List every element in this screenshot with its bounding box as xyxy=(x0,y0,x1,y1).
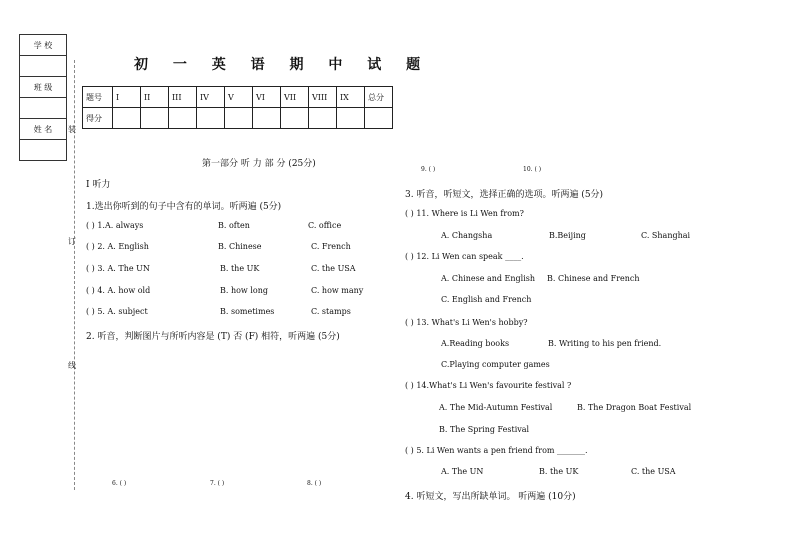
q3-option: C. English and French xyxy=(441,295,532,304)
score-col: VII xyxy=(281,87,309,108)
q2-instruction: 2. 听音，判断图片与所听内容是 (T) 否 (F) 相符，听两遍 (5分) xyxy=(86,332,340,342)
q3-stem-12: ( ) 12. Li Wen can speak ____. xyxy=(405,252,524,261)
score-col: VIII xyxy=(309,87,337,108)
q1-option-c: C. how many xyxy=(311,286,364,295)
q3-option: A. The Mid-Autumn Festival xyxy=(439,403,553,412)
binding-char-xian: 线 xyxy=(68,361,76,370)
q1-option-c: C. French xyxy=(311,242,351,251)
q1-option-b: B. often xyxy=(218,221,250,230)
score-cell[interactable] xyxy=(253,108,281,129)
q3-option: B.Beijing xyxy=(549,231,586,240)
q3-instruction: 3. 听音，听短文，选择正确的选项。听两遍 (5分) xyxy=(405,190,604,200)
score-header-row xyxy=(83,87,393,108)
score-cell[interactable] xyxy=(141,108,169,129)
q3-option: A. Changsha xyxy=(441,231,493,240)
q3-stem-15: ( ) 5. Li Wen wants a pen friend from _______. xyxy=(405,446,588,455)
name-label: 姓 名 xyxy=(20,119,67,140)
q3-stem-11: ( ) 11. Where is Li Wen from? xyxy=(405,209,524,218)
score-cell[interactable] xyxy=(197,108,225,129)
q1-option-c: C. the USA xyxy=(311,264,356,273)
q3-stem-14: ( ) 14.What's Li Wen's favourite festival ? xyxy=(405,381,572,390)
q1-item-stem: ( ) 2. A. English xyxy=(86,242,149,251)
score-row-label: 得分 xyxy=(83,108,113,129)
score-col: VI xyxy=(253,87,281,108)
student-info-box xyxy=(19,34,67,161)
score-col: I xyxy=(113,87,141,108)
score-col-total: 总分 xyxy=(365,87,393,108)
score-col: IV xyxy=(197,87,225,108)
q1-instruction: 1.选出你听到的句子中含有的单词。听两遍 (5分) xyxy=(86,202,282,212)
score-col: V xyxy=(225,87,253,108)
score-cell[interactable] xyxy=(281,108,309,129)
q1-item-stem: ( ) 3. A. The UN xyxy=(86,264,150,273)
q3-stem-13: ( ) 13. What's Li Wen's hobby? xyxy=(405,318,528,327)
picture-label-10: 10. ( ) xyxy=(523,166,542,173)
part1-heading: 第一部分 听 力 部 分 (25分) xyxy=(202,159,316,169)
q3-option: C. Shanghai xyxy=(641,231,691,240)
binding-char-zhuang: 装 xyxy=(68,125,76,134)
picture-label-8: 8. ( ) xyxy=(307,480,322,487)
school-label: 学 校 xyxy=(20,35,67,56)
q1-item-stem: ( ) 4. A. how old xyxy=(86,286,151,295)
page-title: 初 一 英 语 期 中 试 题 xyxy=(134,57,431,73)
score-cell[interactable] xyxy=(169,108,197,129)
score-cell-total[interactable] xyxy=(365,108,393,129)
q3-option: C.Playing computer games xyxy=(441,360,550,369)
q3-option: C. the USA xyxy=(631,467,676,476)
picture-label-9: 9. ( ) xyxy=(421,166,436,173)
q3-option: B. the UK xyxy=(539,467,579,476)
picture-label-7: 7. ( ) xyxy=(210,480,225,487)
q3-option: A. Chinese and English xyxy=(441,274,536,283)
score-cell[interactable] xyxy=(337,108,365,129)
q3-option: B. Chinese and French xyxy=(547,274,640,283)
q3-option: B. The Dragon Boat Festival xyxy=(577,403,692,412)
q1-item-stem: ( ) 5. A. subject xyxy=(86,307,148,316)
score-col: II xyxy=(141,87,169,108)
score-row-label: 题号 xyxy=(83,87,113,108)
binding-char-ding: 订 xyxy=(68,237,76,246)
q4-instruction: 4. 听短文，写出所缺单词。 听两遍 (10分) xyxy=(405,492,576,502)
score-table xyxy=(82,86,393,129)
score-cell[interactable] xyxy=(309,108,337,129)
score-col: III xyxy=(169,87,197,108)
q3-option: A.Reading books xyxy=(441,339,510,348)
score-cell[interactable] xyxy=(225,108,253,129)
q1-option-b: B. how long xyxy=(220,286,268,295)
q3-option: B. Writing to his pen friend. xyxy=(548,339,662,348)
q1-option-c: C. office xyxy=(308,221,342,230)
section-i-heading: I 听力 xyxy=(86,180,111,190)
q1-option-b: B. Chinese xyxy=(218,242,262,251)
q3-option: A. The UN xyxy=(441,467,484,476)
score-cell[interactable] xyxy=(113,108,141,129)
school-field[interactable] xyxy=(20,56,67,77)
q1-option-b: B. sometimes xyxy=(220,307,275,316)
score-col: IX xyxy=(337,87,365,108)
name-field[interactable] xyxy=(20,140,67,161)
q1-item-stem: ( ) 1.A. always xyxy=(86,221,144,230)
picture-label-6: 6. ( ) xyxy=(112,480,127,487)
q3-option: B. The Spring Festival xyxy=(439,425,530,434)
score-value-row xyxy=(83,108,393,129)
class-label: 班 级 xyxy=(20,77,67,98)
class-field[interactable] xyxy=(20,98,67,119)
q1-option-c: C. stamps xyxy=(311,307,351,316)
q1-option-b: B. the UK xyxy=(220,264,260,273)
